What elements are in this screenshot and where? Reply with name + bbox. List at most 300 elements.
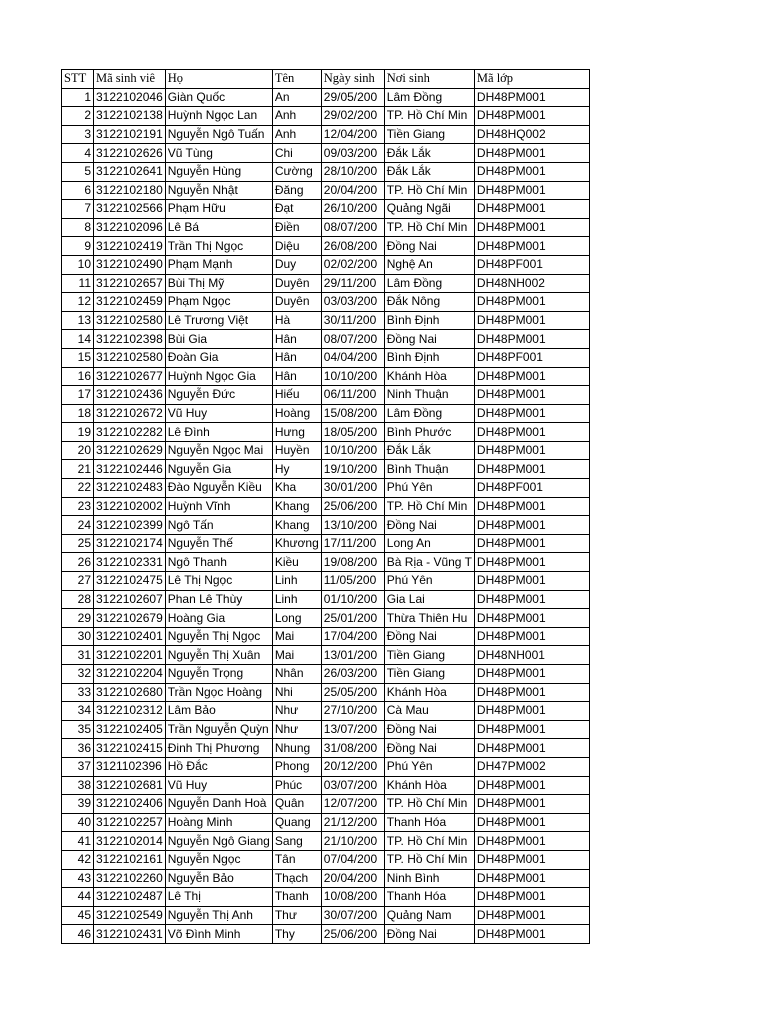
cell-birth-date: 10/08/200: [321, 888, 384, 907]
cell-class-code: DH48PM001: [474, 813, 589, 832]
cell-first-name: Linh: [272, 590, 321, 609]
table-row: [62, 125, 590, 144]
cell-birth-date: 08/07/200: [321, 330, 384, 349]
table-row: [62, 572, 590, 591]
cell-stt: 46: [62, 925, 94, 944]
cell-birth-place: Lâm Đồng: [384, 88, 474, 107]
cell-birth-date: 19/10/200: [321, 460, 384, 479]
cell-class-code: DH48PF001: [474, 479, 589, 498]
cell-birth-date: 25/06/200: [321, 925, 384, 944]
cell-birth-place: Long An: [384, 534, 474, 553]
cell-stt: 28: [62, 590, 94, 609]
cell-student-id: 3122102446: [94, 460, 166, 479]
cell-stt: 31: [62, 646, 94, 665]
cell-birth-place: Khánh Hòa: [384, 683, 474, 702]
cell-last-name: Nguyễn Đức: [165, 386, 272, 405]
cell-student-id: 3122102415: [94, 739, 166, 758]
table-row: [62, 795, 590, 814]
cell-student-id: 3122102483: [94, 479, 166, 498]
cell-class-code: DH48PM001: [474, 162, 589, 181]
cell-birth-date: 20/04/200: [321, 869, 384, 888]
cell-class-code: DH48PM001: [474, 218, 589, 237]
table-row: [62, 274, 590, 293]
cell-stt: 15: [62, 348, 94, 367]
cell-stt: 44: [62, 888, 94, 907]
cell-class-code: DH48PM001: [474, 888, 589, 907]
cell-student-id: 3122102161: [94, 850, 166, 869]
cell-stt: 27: [62, 572, 94, 591]
cell-birth-place: TP. Hồ Chí Min: [384, 218, 474, 237]
cell-last-name: Huỳnh Ngọc Gia: [165, 367, 272, 386]
cell-last-name: Nguyễn Thị Anh: [165, 906, 272, 925]
cell-student-id: 3122102580: [94, 348, 166, 367]
cell-stt: 7: [62, 200, 94, 219]
cell-student-id: 3122102681: [94, 776, 166, 795]
table-row: [62, 386, 590, 405]
cell-first-name: Quân: [272, 795, 321, 814]
cell-student-id: 3122102014: [94, 832, 166, 851]
cell-first-name: Hà: [272, 311, 321, 330]
cell-birth-date: 20/12/200: [321, 757, 384, 776]
cell-student-id: 3122102399: [94, 516, 166, 535]
cell-class-code: DH48PM001: [474, 776, 589, 795]
cell-first-name: Anh: [272, 107, 321, 126]
cell-stt: 8: [62, 218, 94, 237]
cell-class-code: DH48PF001: [474, 255, 589, 274]
cell-class-code: DH48NH001: [474, 646, 589, 665]
cell-last-name: Nguyễn Nhật: [165, 181, 272, 200]
cell-first-name: Duyên: [272, 293, 321, 312]
cell-stt: 41: [62, 832, 94, 851]
cell-stt: 12: [62, 293, 94, 312]
cell-last-name: Võ Đình Minh: [165, 925, 272, 944]
table-row: [62, 348, 590, 367]
cell-birth-date: 30/01/200: [321, 479, 384, 498]
cell-first-name: Hưng: [272, 423, 321, 442]
cell-birth-date: 30/11/200: [321, 311, 384, 330]
cell-class-code: DH48PM001: [474, 572, 589, 591]
cell-birth-place: Nghệ An: [384, 255, 474, 274]
cell-stt: 20: [62, 441, 94, 460]
cell-class-code: DH48PM001: [474, 516, 589, 535]
cell-birth-place: Thanh Hóa: [384, 813, 474, 832]
cell-last-name: Phạm Ngọc: [165, 293, 272, 312]
cell-birth-date: 26/08/200: [321, 237, 384, 256]
table-row: [62, 720, 590, 739]
cell-first-name: Long: [272, 609, 321, 628]
cell-student-id: 3122102002: [94, 497, 166, 516]
table-row: [62, 293, 590, 312]
cell-last-name: Lê Thị: [165, 888, 272, 907]
cell-stt: 45: [62, 906, 94, 925]
cell-last-name: Nguyễn Thị Ngọc: [165, 627, 272, 646]
cell-student-id: 3122102549: [94, 906, 166, 925]
cell-class-code: DH48PM001: [474, 553, 589, 572]
cell-last-name: Nguyễn Gia: [165, 460, 272, 479]
cell-last-name: Bùi Gia: [165, 330, 272, 349]
cell-last-name: Bùi Thị Mỹ: [165, 274, 272, 293]
cell-stt: 40: [62, 813, 94, 832]
table-row: [62, 627, 590, 646]
table-row: [62, 702, 590, 721]
cell-class-code: DH48PM001: [474, 720, 589, 739]
cell-student-id: 3122102405: [94, 720, 166, 739]
cell-student-id: 3122102096: [94, 218, 166, 237]
cell-student-id: 3122102490: [94, 255, 166, 274]
cell-birth-date: 03/03/200: [321, 293, 384, 312]
cell-last-name: Hoàng Minh: [165, 813, 272, 832]
cell-last-name: Đoàn Gia: [165, 348, 272, 367]
cell-class-code: DH47PM002: [474, 757, 589, 776]
cell-birth-place: Đồng Nai: [384, 330, 474, 349]
cell-class-code: DH48PM001: [474, 367, 589, 386]
cell-birth-place: Đắk Nông: [384, 293, 474, 312]
cell-class-code: DH48PM001: [474, 460, 589, 479]
table-row: [62, 367, 590, 386]
table-row: [62, 162, 590, 181]
cell-student-id: 3122102201: [94, 646, 166, 665]
table-row: [62, 330, 590, 349]
cell-birth-place: TP. Hồ Chí Min: [384, 795, 474, 814]
cell-class-code: DH48PM001: [474, 925, 589, 944]
cell-first-name: Khương: [272, 534, 321, 553]
cell-first-name: Như: [272, 720, 321, 739]
cell-birth-date: 15/08/200: [321, 404, 384, 423]
header-class-code: Mã lớp: [474, 70, 589, 89]
cell-student-id: 3122102180: [94, 181, 166, 200]
cell-student-id: 3122102680: [94, 683, 166, 702]
cell-birth-place: Ninh Bình: [384, 869, 474, 888]
cell-class-code: DH48PM001: [474, 739, 589, 758]
cell-birth-date: 17/11/200: [321, 534, 384, 553]
cell-birth-date: 18/05/200: [321, 423, 384, 442]
cell-first-name: Quang: [272, 813, 321, 832]
cell-student-id: 3121102396: [94, 757, 166, 776]
cell-birth-place: Đồng Nai: [384, 627, 474, 646]
cell-first-name: Hân: [272, 348, 321, 367]
cell-stt: 25: [62, 534, 94, 553]
cell-birth-place: Phú Yên: [384, 479, 474, 498]
header-last-name: Họ: [165, 70, 272, 89]
cell-student-id: 3122102626: [94, 144, 166, 163]
cell-class-code: DH48PM001: [474, 88, 589, 107]
table-row: [62, 925, 590, 944]
cell-student-id: 3122102657: [94, 274, 166, 293]
cell-birth-date: 30/07/200: [321, 906, 384, 925]
cell-last-name: Nguyễn Trọng: [165, 665, 272, 684]
cell-last-name: Nguyễn Ngô Tuấn: [165, 125, 272, 144]
table-row: [62, 200, 590, 219]
cell-first-name: Chi: [272, 144, 321, 163]
cell-birth-place: Tiền Giang: [384, 665, 474, 684]
cell-student-id: 3122102436: [94, 386, 166, 405]
cell-birth-date: 21/10/200: [321, 832, 384, 851]
table-row: [62, 497, 590, 516]
cell-student-id: 3122102282: [94, 423, 166, 442]
table-row: [62, 516, 590, 535]
cell-student-id: 3122102331: [94, 553, 166, 572]
cell-birth-place: Khánh Hòa: [384, 776, 474, 795]
cell-first-name: Thạch: [272, 869, 321, 888]
cell-first-name: Mai: [272, 646, 321, 665]
cell-first-name: Hiếu: [272, 386, 321, 405]
cell-class-code: DH48PM001: [474, 906, 589, 925]
cell-stt: 37: [62, 757, 94, 776]
cell-class-code: DH48PM001: [474, 850, 589, 869]
cell-stt: 13: [62, 311, 94, 330]
cell-birth-date: 13/10/200: [321, 516, 384, 535]
cell-student-id: 3122102566: [94, 200, 166, 219]
cell-birth-date: 31/08/200: [321, 739, 384, 758]
cell-first-name: An: [272, 88, 321, 107]
cell-first-name: Mai: [272, 627, 321, 646]
cell-class-code: DH48PM001: [474, 386, 589, 405]
cell-class-code: DH48PM001: [474, 627, 589, 646]
cell-birth-place: Đồng Nai: [384, 720, 474, 739]
cell-first-name: Tân: [272, 850, 321, 869]
cell-birth-date: 10/10/200: [321, 441, 384, 460]
cell-birth-place: Quảng Nam: [384, 906, 474, 925]
cell-last-name: Vũ Huy: [165, 404, 272, 423]
cell-first-name: Đạt: [272, 200, 321, 219]
cell-birth-date: 25/01/200: [321, 609, 384, 628]
cell-class-code: DH48PM001: [474, 107, 589, 126]
cell-class-code: DH48PM001: [474, 293, 589, 312]
cell-student-id: 3122102406: [94, 795, 166, 814]
header-stt: STT: [62, 70, 94, 89]
cell-birth-date: 01/10/200: [321, 590, 384, 609]
cell-birth-date: 25/05/200: [321, 683, 384, 702]
cell-first-name: Như: [272, 702, 321, 721]
cell-birth-place: TP. Hồ Chí Min: [384, 181, 474, 200]
cell-first-name: Thy: [272, 925, 321, 944]
cell-birth-date: 27/10/200: [321, 702, 384, 721]
cell-birth-date: 25/06/200: [321, 497, 384, 516]
cell-stt: 19: [62, 423, 94, 442]
cell-birth-place: Bình Phước: [384, 423, 474, 442]
cell-class-code: DH48PM001: [474, 665, 589, 684]
table-row: [62, 144, 590, 163]
cell-birth-place: Thanh Hóa: [384, 888, 474, 907]
cell-student-id: 3122102398: [94, 330, 166, 349]
table-row: [62, 255, 590, 274]
cell-birth-date: 13/01/200: [321, 646, 384, 665]
table-row: [62, 534, 590, 553]
cell-stt: 24: [62, 516, 94, 535]
cell-stt: 42: [62, 850, 94, 869]
cell-class-code: DH48PM001: [474, 404, 589, 423]
cell-first-name: Hoàng: [272, 404, 321, 423]
cell-birth-place: Đồng Nai: [384, 925, 474, 944]
cell-first-name: Linh: [272, 572, 321, 591]
cell-birth-place: Tiền Giang: [384, 646, 474, 665]
cell-student-id: 3122102475: [94, 572, 166, 591]
cell-stt: 43: [62, 869, 94, 888]
cell-birth-place: TP. Hồ Chí Min: [384, 850, 474, 869]
table-row: [62, 88, 590, 107]
cell-student-id: 3122102260: [94, 869, 166, 888]
table-row: [62, 813, 590, 832]
table-row: [62, 423, 590, 442]
cell-birth-place: Đắk Lắk: [384, 441, 474, 460]
cell-class-code: DH48NH002: [474, 274, 589, 293]
student-table: [61, 69, 590, 944]
cell-birth-place: Đắk Lắk: [384, 162, 474, 181]
cell-class-code: DH48PM001: [474, 534, 589, 553]
cell-birth-place: Thừa Thiên Hu: [384, 609, 474, 628]
table-row: [62, 683, 590, 702]
cell-class-code: DH48PM001: [474, 869, 589, 888]
header-birth-place: Nơi sinh: [384, 70, 474, 89]
cell-birth-date: 07/04/200: [321, 850, 384, 869]
table-row: [62, 107, 590, 126]
cell-last-name: Nguyễn Hùng: [165, 162, 272, 181]
cell-last-name: Lê Trương Việt: [165, 311, 272, 330]
cell-student-id: 3122102191: [94, 125, 166, 144]
cell-last-name: Lê Thị Ngọc: [165, 572, 272, 591]
cell-birth-place: Bình Thuận: [384, 460, 474, 479]
cell-first-name: Hân: [272, 367, 321, 386]
cell-stt: 10: [62, 255, 94, 274]
cell-last-name: Đinh Thị Phương: [165, 739, 272, 758]
cell-stt: 29: [62, 609, 94, 628]
header-first-name: Tên: [272, 70, 321, 89]
table-row: [62, 609, 590, 628]
cell-birth-place: TP. Hồ Chí Min: [384, 832, 474, 851]
cell-student-id: 3122102607: [94, 590, 166, 609]
cell-class-code: DH48HQ002: [474, 125, 589, 144]
cell-last-name: Nguyễn Ngọc: [165, 850, 272, 869]
cell-birth-place: Tiền Giang: [384, 125, 474, 144]
cell-last-name: Huỳnh Ngọc Lan: [165, 107, 272, 126]
cell-stt: 17: [62, 386, 94, 405]
table-row: [62, 739, 590, 758]
table-row: [62, 888, 590, 907]
table-row: [62, 869, 590, 888]
cell-last-name: Phạm Mạnh: [165, 255, 272, 274]
cell-first-name: Hân: [272, 330, 321, 349]
cell-birth-place: Lâm Đồng: [384, 404, 474, 423]
cell-birth-date: 10/10/200: [321, 367, 384, 386]
cell-last-name: Giàn Quốc: [165, 88, 272, 107]
cell-birth-date: 29/05/200: [321, 88, 384, 107]
cell-birth-place: Bình Định: [384, 348, 474, 367]
table-row: [62, 218, 590, 237]
cell-stt: 14: [62, 330, 94, 349]
cell-stt: 5: [62, 162, 94, 181]
cell-last-name: Ngô Thanh: [165, 553, 272, 572]
cell-birth-date: 08/07/200: [321, 218, 384, 237]
cell-class-code: DH48PM001: [474, 832, 589, 851]
cell-first-name: Phúc: [272, 776, 321, 795]
cell-stt: 23: [62, 497, 94, 516]
table-row: [62, 181, 590, 200]
cell-last-name: Trần Ngọc Hoàng: [165, 683, 272, 702]
cell-first-name: Cường: [272, 162, 321, 181]
cell-first-name: Duyên: [272, 274, 321, 293]
cell-birth-date: 06/11/200: [321, 386, 384, 405]
cell-first-name: Phong: [272, 757, 321, 776]
cell-stt: 21: [62, 460, 94, 479]
cell-first-name: Thanh: [272, 888, 321, 907]
cell-birth-date: 17/04/200: [321, 627, 384, 646]
cell-class-code: DH48PM001: [474, 330, 589, 349]
cell-class-code: DH48PM001: [474, 423, 589, 442]
cell-birth-place: Phú Yên: [384, 572, 474, 591]
cell-student-id: 3122102679: [94, 609, 166, 628]
cell-student-id: 3122102046: [94, 88, 166, 107]
cell-birth-place: TP. Hồ Chí Min: [384, 497, 474, 516]
cell-student-id: 3122102401: [94, 627, 166, 646]
cell-class-code: DH48PM001: [474, 441, 589, 460]
cell-stt: 38: [62, 776, 94, 795]
cell-last-name: Nguyễn Ngô Giang: [165, 832, 272, 851]
table-row: [62, 404, 590, 423]
cell-birth-date: 19/08/200: [321, 553, 384, 572]
cell-class-code: DH48PF001: [474, 348, 589, 367]
cell-stt: 39: [62, 795, 94, 814]
cell-last-name: Nguyễn Danh Hoà: [165, 795, 272, 814]
cell-stt: 3: [62, 125, 94, 144]
cell-student-id: 3122102312: [94, 702, 166, 721]
table-row: [62, 832, 590, 851]
cell-class-code: DH48PM001: [474, 795, 589, 814]
cell-class-code: DH48PM001: [474, 181, 589, 200]
table-row: [62, 646, 590, 665]
cell-birth-date: 28/10/200: [321, 162, 384, 181]
cell-stt: 35: [62, 720, 94, 739]
table-row: [62, 850, 590, 869]
cell-last-name: Lê Bá: [165, 218, 272, 237]
cell-last-name: Nguyễn Bảo: [165, 869, 272, 888]
cell-stt: 32: [62, 665, 94, 684]
cell-birth-date: 02/02/200: [321, 255, 384, 274]
cell-birth-place: Bình Định: [384, 311, 474, 330]
cell-first-name: Hy: [272, 460, 321, 479]
cell-stt: 26: [62, 553, 94, 572]
cell-stt: 1: [62, 88, 94, 107]
cell-birth-date: 09/03/200: [321, 144, 384, 163]
cell-stt: 16: [62, 367, 94, 386]
cell-birth-place: Đồng Nai: [384, 516, 474, 535]
cell-student-id: 3122102580: [94, 311, 166, 330]
table-row: [62, 460, 590, 479]
cell-last-name: Vũ Tùng: [165, 144, 272, 163]
table-row: [62, 757, 590, 776]
cell-first-name: Khang: [272, 516, 321, 535]
cell-student-id: 3122102257: [94, 813, 166, 832]
cell-student-id: 3122102419: [94, 237, 166, 256]
cell-stt: 6: [62, 181, 94, 200]
cell-stt: 18: [62, 404, 94, 423]
cell-birth-date: 13/07/200: [321, 720, 384, 739]
cell-birth-place: Cà Mau: [384, 702, 474, 721]
cell-class-code: DH48PM001: [474, 590, 589, 609]
cell-last-name: Lê Đình: [165, 423, 272, 442]
cell-student-id: 3122102677: [94, 367, 166, 386]
cell-last-name: Hồ Đắc: [165, 757, 272, 776]
cell-first-name: Huyền: [272, 441, 321, 460]
table-row: [62, 776, 590, 795]
cell-first-name: Đăng: [272, 181, 321, 200]
cell-birth-place: TP. Hồ Chí Min: [384, 107, 474, 126]
cell-last-name: Trần Thị Ngọc: [165, 237, 272, 256]
cell-first-name: Duy: [272, 255, 321, 274]
cell-class-code: DH48PM001: [474, 144, 589, 163]
table-row: [62, 237, 590, 256]
table-row: [62, 665, 590, 684]
cell-last-name: Hoàng Gia: [165, 609, 272, 628]
